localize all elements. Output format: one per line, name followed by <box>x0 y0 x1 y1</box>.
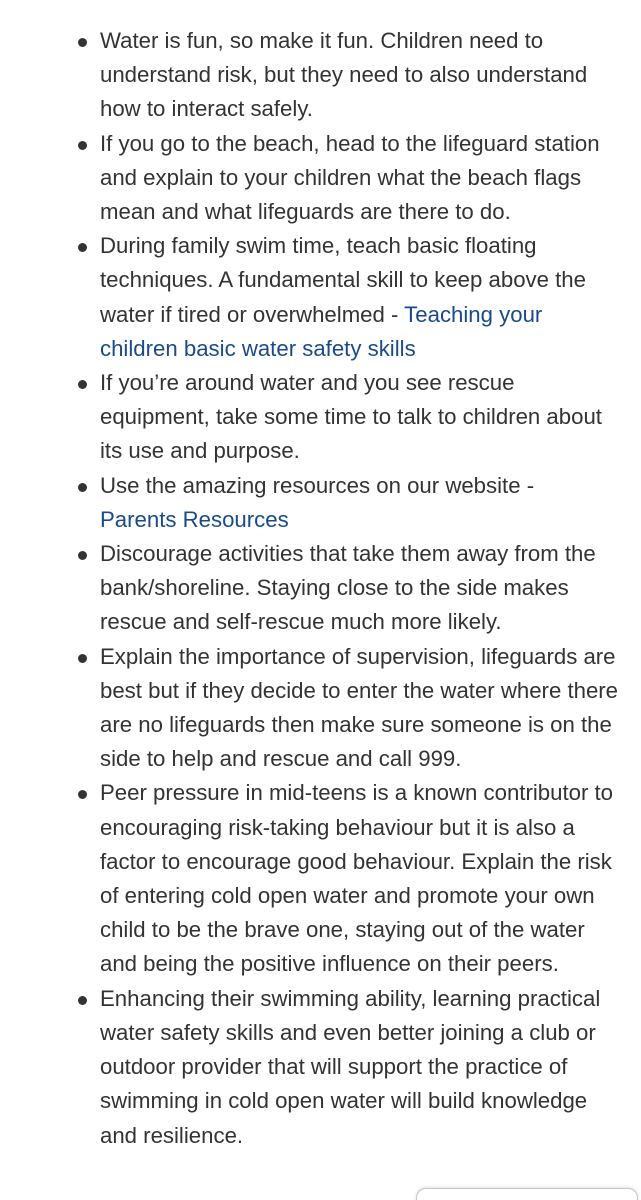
tip-text: Enhancing their swimming ability, learning practical water safety skills and even better joining a club or outdoor provider that will support the practice of swimming in cold open water will build knowledge and resilience. <box>100 985 601 1148</box>
bullet-icon <box>78 141 87 150</box>
bullet-icon <box>78 996 87 1005</box>
tip-text: If you go to the beach, head to the lifeguard station and explain to your children what the beach flags mean and what lifeguards are there to do. <box>100 130 600 225</box>
tip-text: Use the amazing resources on our website - <box>100 472 535 498</box>
list-item <box>0 229 641 366</box>
list-item <box>0 127 641 230</box>
water-safety-tips-list <box>0 24 641 1153</box>
list-item <box>0 776 641 981</box>
list-item <box>0 366 641 469</box>
tip-text: Explain the importance of supervision, lifeguards are best but if they decide to enter the water where there are no lifeguards then make sure someone is on the side to help and rescue and call 999. <box>100 643 619 772</box>
bullet-icon <box>78 243 87 252</box>
tip-text: Water is fun, so make it fun. Children need to understand risk, but they need to also understand how to interact safely. <box>100 28 588 122</box>
bullet-icon <box>78 483 87 492</box>
tip-text: Discourage activities that take them away from the bank/shoreline. Staying close to the side makes rescue and self-rescue much more likely. <box>100 541 596 635</box>
parents-resources-link[interactable]: Parents Resources <box>100 506 289 532</box>
list-item <box>0 640 641 777</box>
tip-text: If you’re around water and you see rescue equipment, take some time to talk to children about its use and purpose. <box>100 370 602 464</box>
bullet-icon <box>78 790 87 799</box>
article-content <box>0 24 641 1153</box>
list-item <box>0 537 641 640</box>
bullet-icon <box>78 654 87 663</box>
list-item <box>0 24 641 127</box>
bottom-floating-card[interactable] <box>416 1188 638 1200</box>
teaching-water-safety-skills-link[interactable]: Teaching your children basic water safety skills <box>100 301 543 361</box>
bullet-icon <box>78 551 87 560</box>
list-item <box>0 982 641 1153</box>
bullet-icon <box>78 38 87 47</box>
list-item <box>0 469 641 537</box>
tip-text: During family swim time, teach basic floating techniques. A fundamental skill to keep above the water if tired or overwhelmed - <box>100 233 586 327</box>
tip-text: Peer pressure in mid-teens is a known contributor to encouraging risk-taking behaviour but it is also a factor to encourage good behaviour. Explain the risk of entering cold open water and promote your own child to be the brave one, staying out of the water and being the positive influence on their peers. <box>100 780 614 977</box>
bullet-icon <box>78 380 87 389</box>
